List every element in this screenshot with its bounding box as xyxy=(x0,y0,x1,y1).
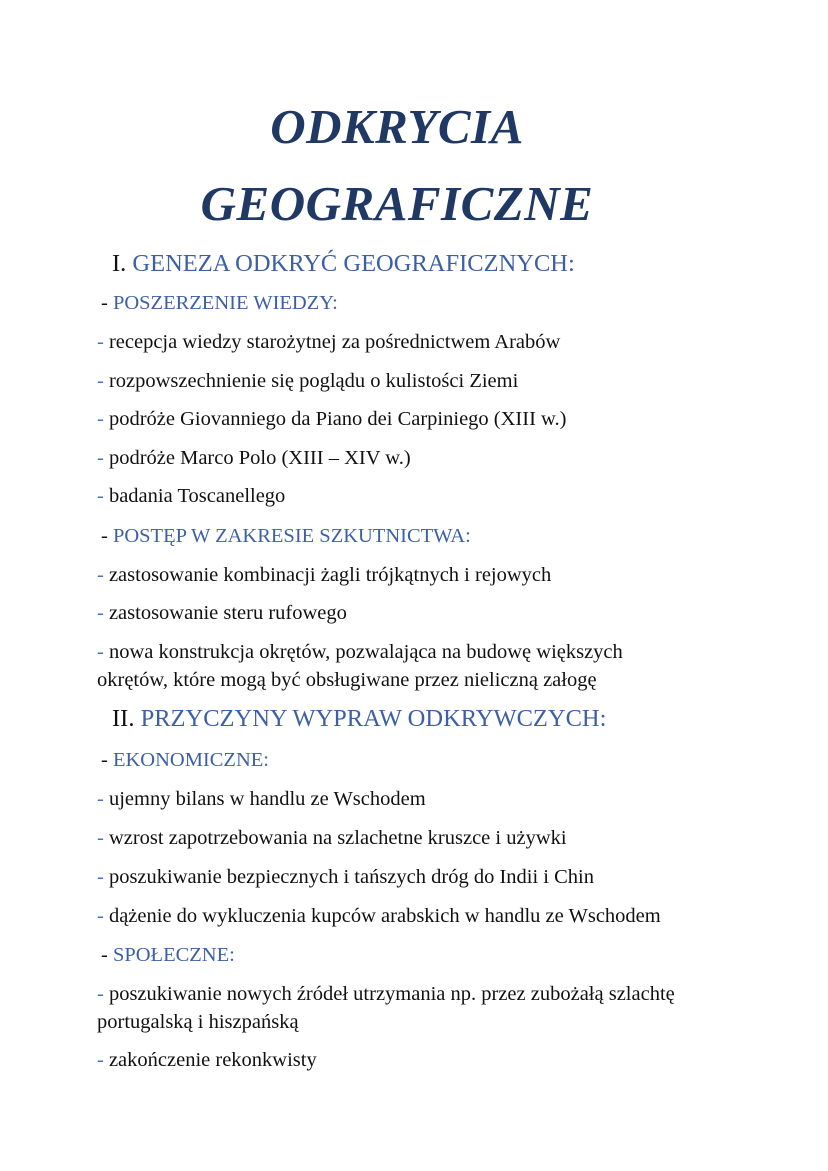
list-item-text: podróże Giovanniego da Piano dei Carpiniego (XIII w.) xyxy=(108,408,567,430)
document-title-line-1: ODKRYCIA xyxy=(270,99,524,154)
document-title-line-2: GEOGRAFICZNE xyxy=(200,176,594,231)
bullet-dash: - xyxy=(97,602,109,624)
subsection-heading xyxy=(101,522,471,550)
list-item-text: recepcja wiedzy starożytnej za pośrednictwem Arabów xyxy=(108,331,561,353)
subsection-title: POSTĘP W ZAKRESIE SZKUTNICTWA: xyxy=(112,525,471,547)
bullet-dash: - xyxy=(97,983,109,1005)
bullet-dash: - xyxy=(97,866,109,888)
list-item xyxy=(97,785,426,813)
list-item xyxy=(97,561,551,589)
section-number: I. xyxy=(112,250,127,277)
list-item-text: okrętów, które mogą być obsługiwane przez nieliczną załogę xyxy=(97,669,597,691)
bullet-dash: - xyxy=(97,370,109,392)
bullet-dash: - xyxy=(97,788,109,810)
list-item xyxy=(97,863,594,891)
list-item-text: zastosowanie steru rufowego xyxy=(108,602,347,624)
bullet-dash: - xyxy=(97,905,109,927)
bullet-dash: - xyxy=(97,564,109,586)
dash: - xyxy=(101,525,113,547)
list-item xyxy=(97,367,518,395)
section-number: II. xyxy=(112,705,135,732)
bullet-dash: - xyxy=(97,827,109,849)
list-item-text: portugalską i hiszpańską xyxy=(97,1011,299,1033)
bullet-dash: - xyxy=(97,331,109,353)
list-item-text: ujemny bilans w handlu ze Wschodem xyxy=(108,788,426,810)
list-item xyxy=(97,980,675,1008)
list-item-text: zakończenie rekonkwisty xyxy=(108,1049,317,1071)
list-item xyxy=(97,599,347,627)
list-item xyxy=(97,638,623,666)
list-item-text: rozpowszechnienie się poglądu o kulistości Ziemi xyxy=(108,370,519,392)
section-title: GENEZA ODKRYĆ GEOGRAFICZNYCH: xyxy=(132,250,575,277)
list-item xyxy=(97,405,566,433)
list-item xyxy=(97,1008,299,1036)
dash: - xyxy=(101,944,113,966)
bullet-dash: - xyxy=(97,485,109,507)
list-item xyxy=(97,902,661,930)
bullet-dash: - xyxy=(97,1049,109,1071)
list-item-text: poszukiwanie bezpiecznych i tańszych dróg do Indii i Chin xyxy=(108,866,594,888)
list-item xyxy=(97,328,560,356)
subsection-heading xyxy=(101,746,269,774)
list-item xyxy=(97,824,567,852)
list-item-text: nowa konstrukcja okrętów, pozwalająca na budowę większych xyxy=(108,641,623,663)
section-title: PRZYCZYNY WYPRAW ODKRYWCZYCH: xyxy=(140,705,607,732)
subsection-title: POSZERZENIE WIEDZY: xyxy=(112,292,338,314)
section-heading xyxy=(112,250,575,278)
list-item-text: wzrost zapotrzebowania na szlachetne kruszce i używki xyxy=(108,827,567,849)
subsection-heading xyxy=(101,289,338,317)
bullet-dash: - xyxy=(97,408,109,430)
dash: - xyxy=(101,749,113,771)
list-item xyxy=(97,666,597,694)
list-item-text: dążenie do wykluczenia kupców arabskich w handlu ze Wschodem xyxy=(108,905,661,927)
subsection-title: SPOŁECZNE: xyxy=(112,944,235,966)
list-item xyxy=(97,1046,317,1074)
list-item-text: poszukiwanie nowych źródeł utrzymania np. przez zubożałą szlachtę xyxy=(108,983,675,1005)
subsection-title: EKONOMICZNE: xyxy=(112,749,269,771)
bullet-dash: - xyxy=(97,447,109,469)
subsection-heading xyxy=(101,941,235,969)
section-heading xyxy=(112,705,606,733)
list-item xyxy=(97,482,285,510)
bullet-dash: - xyxy=(97,641,109,663)
list-item-text: podróże Marco Polo (XIII – XIV w.) xyxy=(108,447,411,469)
list-item-text: zastosowanie kombinacji żagli trójkątnych i rejowych xyxy=(108,564,552,586)
list-item xyxy=(97,444,411,472)
list-item-text: badania Toscanellego xyxy=(108,485,286,507)
dash: - xyxy=(101,292,113,314)
